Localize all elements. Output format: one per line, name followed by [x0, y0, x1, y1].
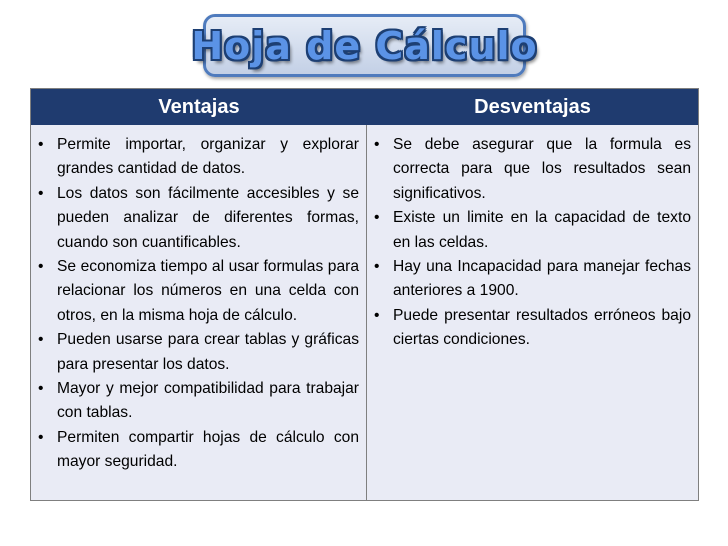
list-item [37, 426, 359, 475]
bullet-icon: • [38, 184, 44, 202]
list-item-text: Hay una Incapacidad para manejar fechas anteriores a 1900. [393, 258, 691, 300]
bullet-icon: • [374, 258, 380, 276]
list-item-text: Mayor y mejor compatibilidad para trabajar con tablas. [57, 380, 359, 422]
list-item [37, 182, 359, 255]
title-box [191, 14, 538, 77]
table-header-row [31, 89, 698, 125]
bullet-icon: • [38, 258, 44, 276]
list-item [373, 304, 691, 353]
list-item [37, 328, 359, 377]
bullet-icon: • [374, 136, 380, 153]
list-item-text: Se debe asegurar que la formula es correcta para que los resultados sean significativos. [393, 136, 691, 202]
bullet-icon: • [38, 136, 44, 153]
bullet-icon: • [38, 331, 44, 349]
list-item [37, 377, 359, 426]
bullet-icon: • [374, 209, 380, 227]
list-item-text: Pueden usarse para crear tablas y gráficas para presentar los datos. [57, 331, 359, 373]
list-item-text: Los datos son fácilmente accesibles y se pueden analizar de diferentes formas, cuando son cuantificables. [57, 184, 359, 251]
bullet-icon: • [38, 428, 44, 446]
bullet-icon: • [374, 306, 380, 324]
list-item [373, 206, 691, 255]
list-item-text: Se economiza tiempo al usar formulas para relacionar los números en una celda con otros, en la misma hoja de cálculo. [57, 258, 359, 324]
header-desventajas: Desventajas [474, 95, 591, 118]
table-body-row [31, 125, 698, 500]
bullet-icon: • [38, 380, 44, 398]
comparison-table [30, 88, 699, 501]
desventajas-list [373, 133, 691, 353]
ventajas-column [31, 125, 367, 500]
list-item-text: Permiten compartir hojas de cálculo con mayor seguridad. [57, 428, 359, 471]
header-ventajas: Ventajas [158, 95, 240, 118]
list-item [37, 255, 359, 328]
page-title: Hoja de Cálculo [191, 23, 538, 68]
ventajas-list [37, 133, 359, 475]
list-item [373, 133, 691, 206]
list-item-text: Puede presentar resultados erróneos bajo ciertas condiciones. [393, 306, 691, 349]
desventajas-column [367, 125, 698, 500]
list-item [37, 133, 359, 182]
list-item-text: Permite importar, organizar y explorar grandes cantidad de datos. [57, 136, 359, 178]
list-item-text: Existe un limite en la capacidad de texto en las celdas. [393, 209, 691, 251]
list-item [373, 255, 691, 304]
